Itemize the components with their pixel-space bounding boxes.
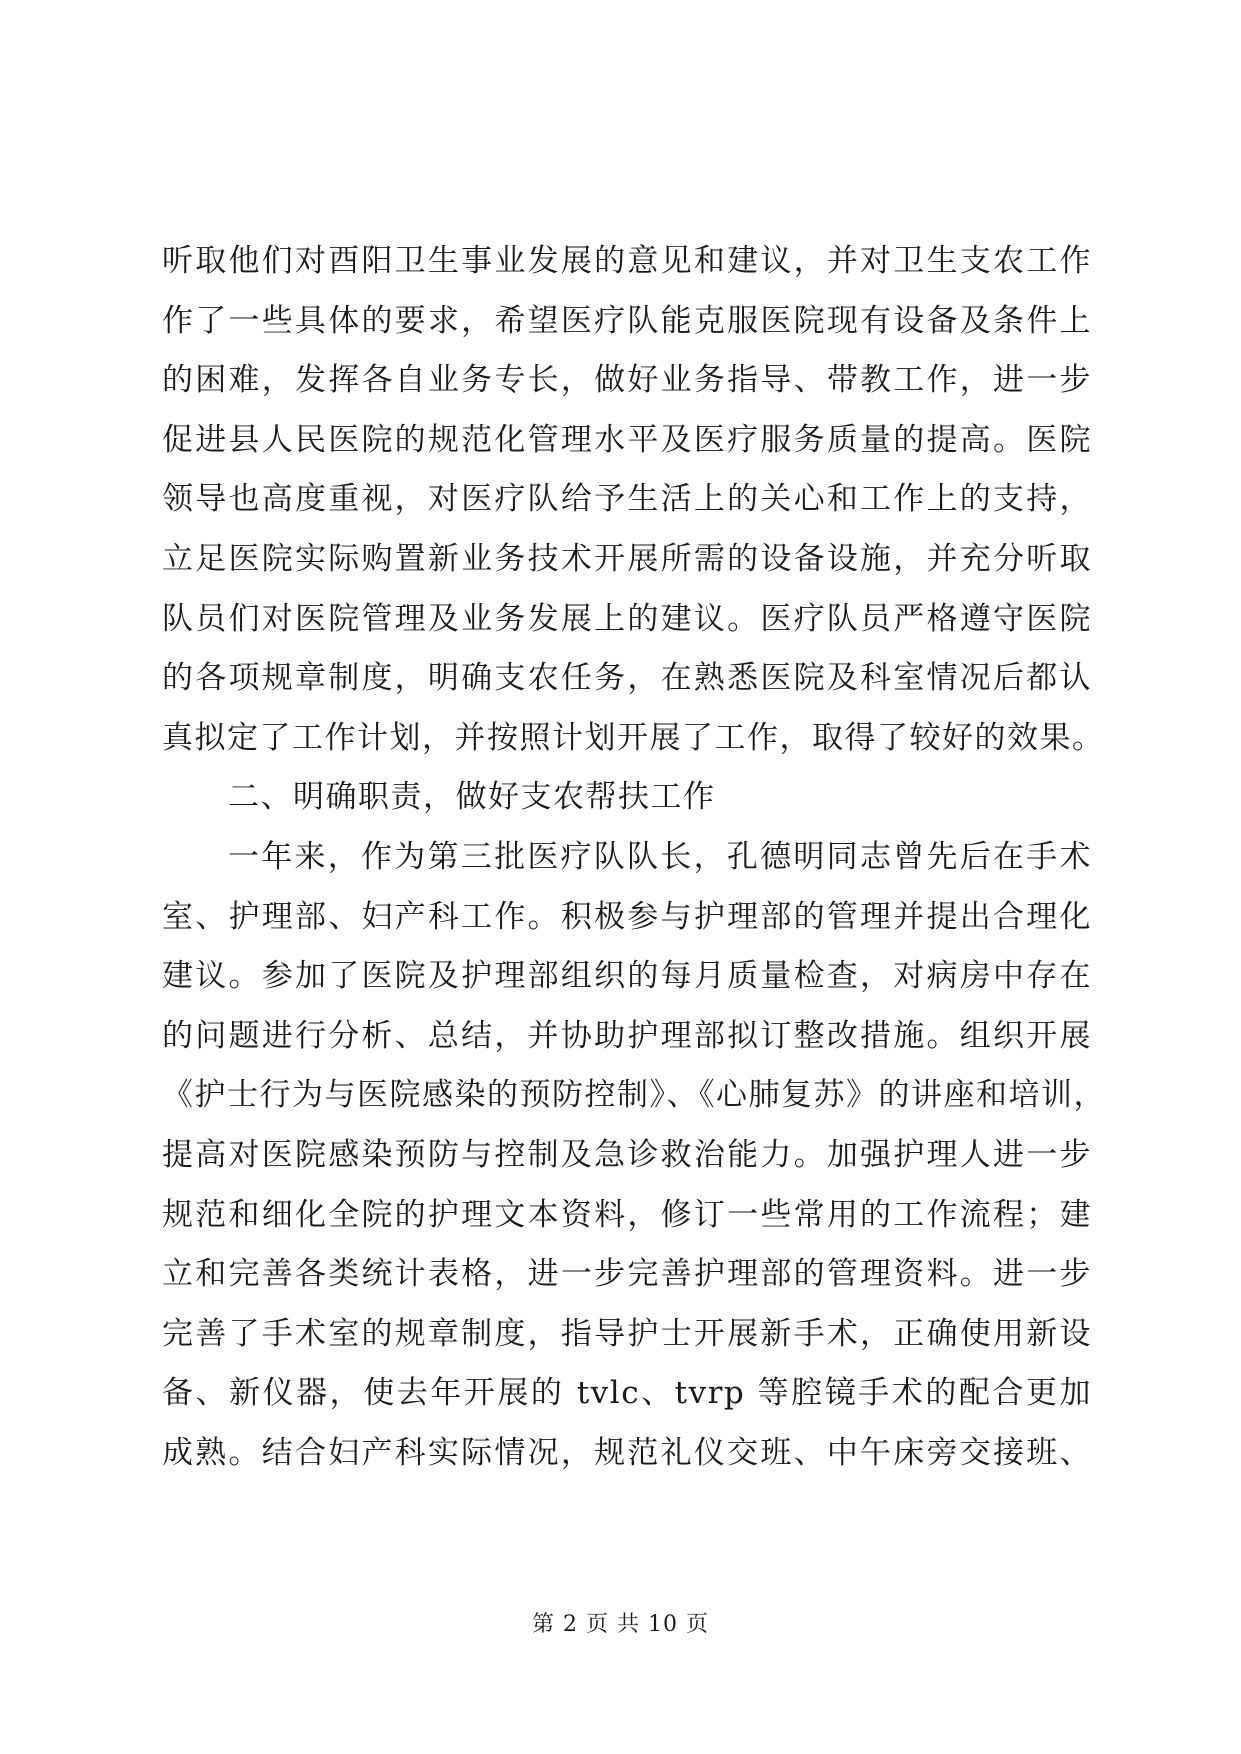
- text-line-17: 规范和细化全院的护理文本资料，修订一些常用的工作流程；建: [162, 1196, 1092, 1233]
- text-line-12: 室、护理部、妇产科工作。积极参与护理部的管理并提出合理化: [162, 898, 1092, 935]
- text-line-16: 提高对医院感染预防与控制及急诊救治能力。加强护理人进一步: [162, 1136, 1092, 1173]
- text-line-5: 领导也高度重视，对医疗队给予生活上的关心和工作上的支持，: [162, 481, 1092, 518]
- text-line-19: 完善了手术室的规章制度，指导护士开展新手术，正确使用新设: [162, 1315, 1092, 1352]
- body-text: [162, 232, 1106, 1483]
- text-line-1: 听取他们对酉阳卫生事业发展的意见和建议，并对卫生支农工作: [162, 243, 1092, 279]
- text-line-8: 的各项规章制度，明确支农任务，在熟悉医院及科室情况后都认: [162, 660, 1092, 697]
- text-line-18: 立和完善各类统计表格，进一步完善护理部的管理资料。进一步: [162, 1256, 1092, 1293]
- text-line-7: 队员们对医院管理及业务发展上的建议。医疗队员严格遵守医院: [162, 600, 1092, 637]
- page-number: 第 2 页 共 10 页: [532, 1612, 709, 1637]
- text-line-4: 促进县人民医院的规范化管理水平及医疗服务质量的提高。医院: [162, 421, 1092, 458]
- text-line-21: 成熟。结合妇产科实际情况，规范礼仪交班、中午床旁交接班、: [162, 1434, 1092, 1471]
- text-line-3: 的困难，发挥各自业务专长，做好业务指导、带教工作，进一步: [162, 362, 1092, 399]
- text-line-13: 建议。参加了医院及护理部组织的每月质量检查，对病房中存在: [162, 958, 1092, 995]
- text-line-20: 备、新仪器，使去年开展的 tvlc、tvrp 等腔镜手术的配合更加: [162, 1375, 1092, 1412]
- text-line-9: 真拟定了工作计划，并按照计划开展了工作，取得了较好的效果。: [162, 719, 1105, 756]
- text-line-14: 的问题进行分析、总结，并协助护理部拟订整改措施。组织开展: [162, 1017, 1092, 1054]
- text-line-6: 立足医院实际购置新业务技术开展所需的设备设施，并充分听取: [162, 540, 1092, 577]
- text-line-11: 一年来，作为第三批医疗队队长，孔德明同志曾先后在手术: [228, 838, 1092, 875]
- text-line-15: 《护士行为与医院感染的预防控制》、《心肺复苏》的讲座和培训，: [162, 1077, 1106, 1114]
- section-heading: 二、明确职责，做好支农帮扶工作: [228, 779, 716, 816]
- text-line-2: 作了一些具体的要求，希望医疗队能克服医院现有设备及条件上: [162, 302, 1092, 339]
